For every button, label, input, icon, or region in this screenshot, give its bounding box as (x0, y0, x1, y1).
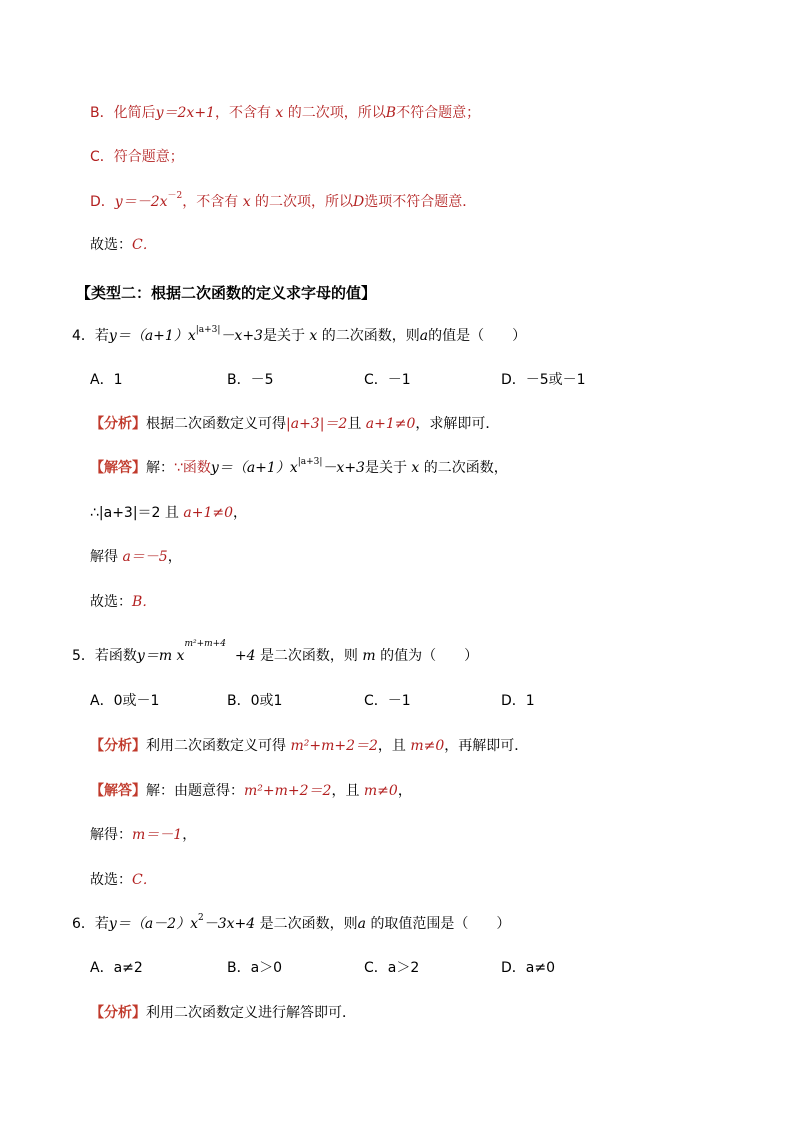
question-4-therefore: ∴|a+3|＝2 且 a+1≠0， (90, 505, 247, 521)
option-d[interactable]: D．－5或－1 (501, 372, 586, 388)
question-4-options (90, 370, 650, 390)
section-title: 【类型二：根据二次函数的定义求字母的值】 (76, 284, 377, 302)
question-4-analysis: 【分析】根据二次函数定义可得|a+3|＝2且 a+1≠0，求解即可． (90, 416, 500, 432)
option-c[interactable]: C．－1 (364, 372, 411, 388)
question-4-solve: 解得 a＝－5， (90, 549, 182, 565)
question-4-solution: 【解答】解：∵函数$y=(a+1)x^{|a+3|}-x+3$是关于 x 的二次函数， (90, 457, 508, 476)
option-c[interactable]: C．－1 (364, 693, 411, 709)
option-d[interactable]: D．a≠0 (501, 960, 555, 976)
question-5-solution: 【解答】解：由题意得：m²+m+2＝2，且 m≠0， (90, 783, 412, 799)
option-a[interactable]: A．1 (90, 372, 123, 388)
question-6-analysis: 【分析】利用二次函数定义进行解答即可． (90, 1005, 356, 1021)
question-5-answer: 故选：C． (90, 872, 157, 888)
option-b-explanation: B．化简后y＝2x+1，不含有 x 的二次项，所以B不符合题意； (90, 105, 481, 121)
question-6-options (90, 958, 650, 978)
question-5-solve: 解得：m＝－1， (90, 827, 197, 843)
question-5-stem: 5．若函数y＝m $x^{m^2+m+4} +4$ 是二次函数，则 m 的值为（ ） (72, 639, 479, 664)
option-a[interactable]: A．a≠2 (90, 960, 143, 976)
question-5-analysis: 【分析】利用二次函数定义可得 m²+m+2＝2，且 m≠0，再解即可． (90, 738, 529, 754)
question-5-options (90, 691, 650, 711)
option-d[interactable]: D．1 (501, 693, 535, 709)
option-b[interactable]: B．a＞0 (227, 960, 283, 976)
option-d-explanation: D．$y=-2x^{-2}$，不含有 x 的二次项，所以D选项不符合题意． (90, 191, 477, 210)
question-4-stem: 4．若$y=(a+1)x^{|a+3|}-x+3$是关于 x 的二次函数，则a的值是（ ） (72, 325, 527, 344)
option-c[interactable]: C．a＞2 (364, 960, 420, 976)
question-6-stem: 6．若$y=(a-2)x^2-3x+4$ 是二次函数，则a 的取值范围是（ ） (72, 913, 511, 932)
question-4-answer: 故选：B． (90, 594, 157, 610)
option-b[interactable]: B．0或1 (227, 693, 283, 709)
answer-line: 故选：C． (90, 237, 157, 253)
option-c-explanation: C．符合题意； (90, 149, 184, 165)
option-a[interactable]: A．0或－1 (90, 693, 160, 709)
option-b[interactable]: B．－5 (227, 372, 274, 388)
